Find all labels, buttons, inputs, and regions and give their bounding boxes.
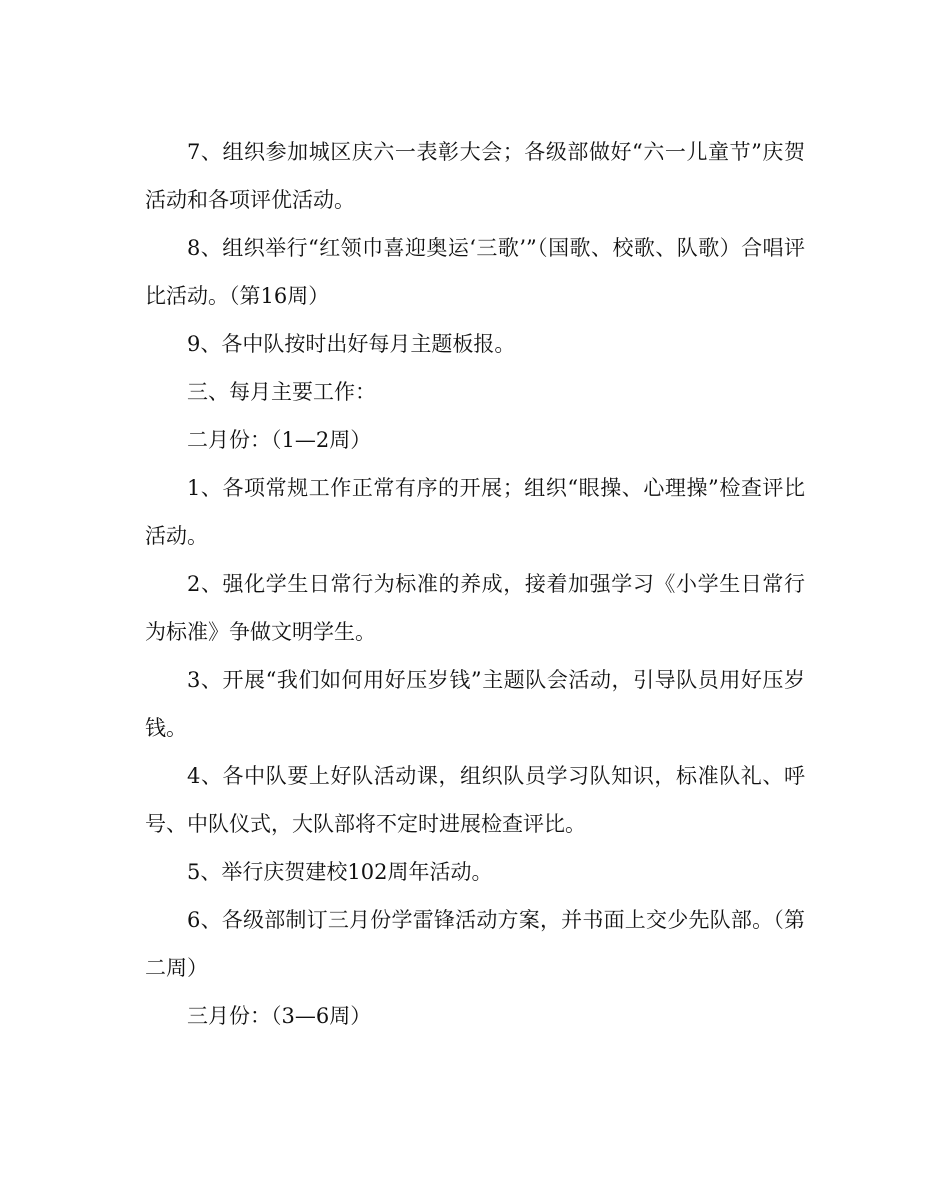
paragraph-item-8: 8、组织举行“红领巾喜迎奥运‘三歌’”（国歌、校歌、队歌）合唱评比活动。（第16周） xyxy=(145,236,805,308)
paragraph-item-9: 9、各中队按时出好每月主题板报。 xyxy=(187,332,516,356)
paragraph-item-6: 6、各级部制订三月份学雷锋活动方案，并书面上交少先队部。（第二周） xyxy=(145,908,805,980)
month-heading-march: 三月份：（3—6周） xyxy=(187,1004,372,1028)
section-heading-monthly-work: 三、每月主要工作： xyxy=(187,380,376,404)
paragraph-item-5: 5、举行庆贺建校102周年活动。 xyxy=(187,860,493,884)
paragraph-item-3: 3、开展“我们如何用好压岁钱”主题队会活动，引导队员用好压岁钱。 xyxy=(145,668,805,740)
paragraph-item-4: 4、各中队要上好队活动课，组织队员学习队知识，标准队礼、呼号、中队仪式，大队部将不定时进展检查评比。 xyxy=(145,764,805,836)
document-body xyxy=(145,128,805,1040)
paragraph-item-2: 2、强化学生日常行为标准的养成，接着加强学习《小学生日常行为标准》争做文明学生。 xyxy=(145,572,805,644)
paragraph-item-7: 7、组织参加城区庆六一表彰大会；各级部做好“六一儿童节”庆贺活动和各项评优活动。 xyxy=(145,140,805,212)
month-heading-february: 二月份：（1—2周） xyxy=(187,428,372,452)
paragraph-item-1: 1、各项常规工作正常有序的开展；组织“眼操、心理操”检查评比活动。 xyxy=(145,476,805,548)
